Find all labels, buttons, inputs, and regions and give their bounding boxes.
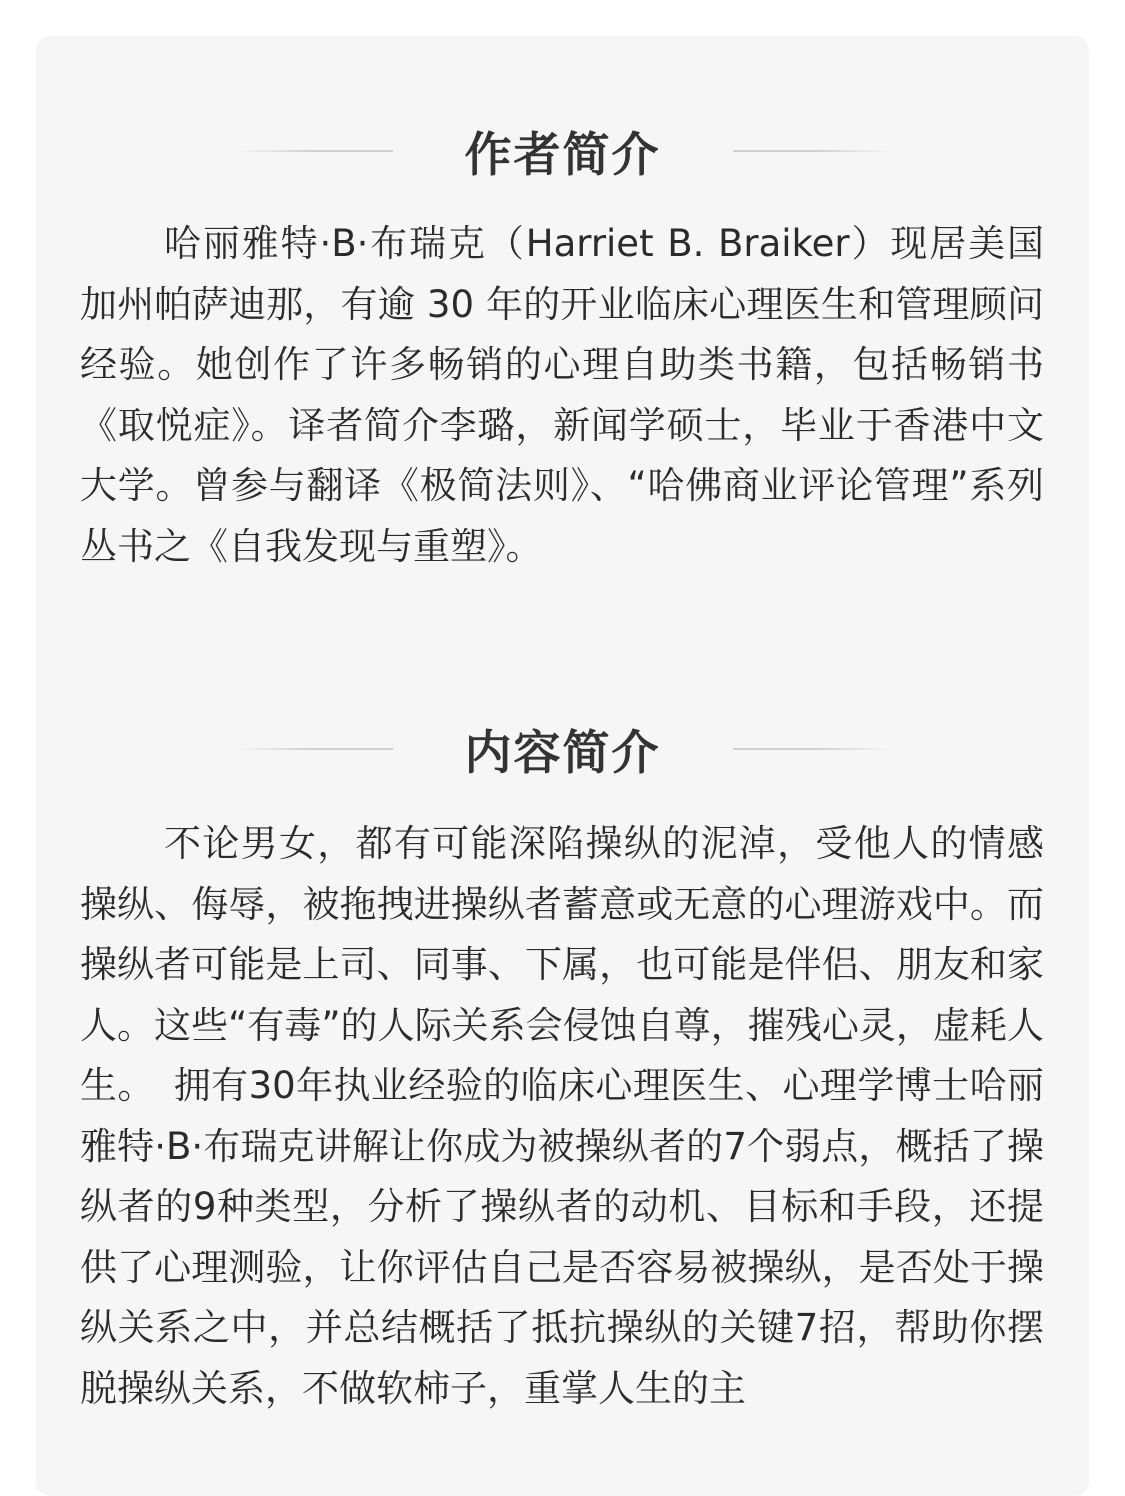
author-intro-text: 哈丽雅特·B·布瑞克（Harriet B. Braiker）现居美国加州帕萨迪那，有逾 30 年的开业临床心理医生和管理顾问经验。她创作了许多畅销的心理自助类书籍，包括畅销书《取悦症》。译者简介李璐，新闻学硕士，毕业于香港中文大学。曾参与翻译《极简法则》、“哈佛商业评论管理”系列丛书之《自我发现与重塑》。 [80, 222, 1044, 568]
divider-right [733, 748, 891, 750]
book-intro-card [36, 36, 1089, 1496]
author-section-header [36, 116, 1089, 186]
divider-left [235, 748, 393, 750]
content-section-title: 内容简介 [464, 725, 661, 781]
content-intro-text: 不论男女，都有可能深陷操纵的泥淖，受他人的情感操纵、侮辱，被拖拽进操纵者蓄意或无意的心理游戏中。而操纵者可能是上司、同事、下属，也可能是伴侣、朋友和家人。这些“有毒”的人际关系会侵蚀自尊，摧残心灵，虚耗人生。 拥有30年执业经验的临床心理医生、心理学博士哈丽雅特·B·布瑞克讲解让你成为被操纵者的7个弱点，概括了操纵者的9种类型，分析了操纵者的动机、目标和手段，还提供了心理测验，让你评估自己是否容易被操纵，是否处于操纵关系之中，并总结概括了抵抗操纵的关键7招，帮助你摆脱操纵关系，不做软柿子，重掌人生的主 [80, 822, 1044, 1410]
content-section-header [36, 714, 1089, 784]
author-section-title: 作者简介 [464, 127, 661, 183]
divider-left [235, 150, 393, 152]
divider-right [733, 150, 891, 152]
